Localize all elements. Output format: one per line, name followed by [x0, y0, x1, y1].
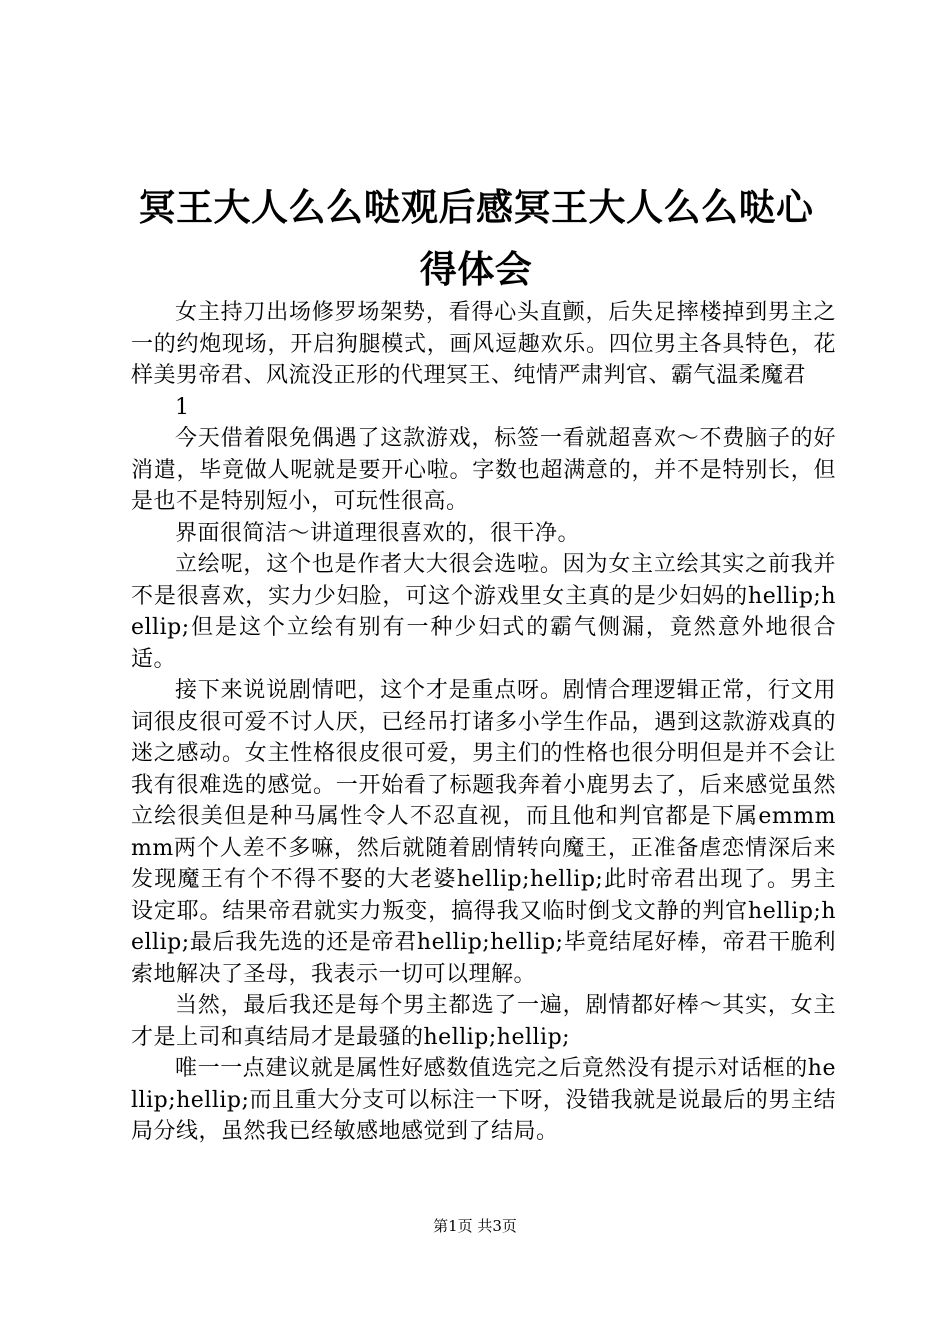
- paragraph-number: 1: [175, 394, 190, 420]
- paragraph-routes: 当然，最后我还是每个男主都选了一遍，剧情都好棒～其实，女主才是上司和真结局才是最骚的hellip;hellip;: [131, 993, 836, 1050]
- paragraph-artwork: 立绘呢，这个也是作者大大很会选啦。因为女主立绘其实之前我并不是很喜欢，实力少妇脸，可这个游戏里女主真的是少妇妈的hellip;hellip;但是这个立绘有别有一种少妇式的霸气侧漏，竟然意外地很合适。: [131, 552, 836, 672]
- document-body: [131, 297, 836, 1148]
- paragraph-intro: 女主持刀出场修罗场架势，看得心头直颤，后失足摔楼掉到男主之一的约炮现场，开启狗腿模式，画风逗趣欢乐。四位男主各具特色，花样美男帝君、风流没正形的代理冥王、纯情严肃判官、霸气温柔魔君: [131, 300, 836, 388]
- paragraph-plot: 接下来说说剧情吧，这个才是重点呀。剧情合理逻辑正常，行文用词很皮很可爱不讨人厌，已经吊打诸多小学生作品，遇到这款游戏真的迷之感动。女主性格很皮很可爱，男主们的性格也很分明但是并不会让我有很难选的感觉。一开始看了标题我奔着小鹿男去了，后来感觉虽然立绘很美但是种马属性令人不忍直视，而且他和判官都是下属emmmmm两个人差不多嘛，然后就随着剧情转向魔王，正准备虐恋情深后来发现魔王有个不得不娶的大老婆hellip;hellip;此时帝君出现了。男主设定耶。结果帝君就实力叛变，搞得我又临时倒戈文静的判官hellip;hellip;最后我先选的还是帝君hellip;hellip;毕竟结尾好棒，帝君干脆利索地解决了圣母，我表示一切可以理解。: [131, 678, 836, 987]
- document-title: 冥王大人么么哒观后感冥王大人么么哒心得体会: [138, 185, 814, 291]
- page-footer: 第1页 共3页: [433, 1217, 517, 1235]
- paragraph-suggestion: 唯一一点建议就是属性好感数值选完之后竟然没有提示对话框的hellip;hellip;而且重大分支可以标注一下呀，没错我就是说最后的男主结局分线，虽然我已经敏感地感觉到了结局。: [131, 1056, 836, 1144]
- paragraph-game-intro: 今天借着限免偶遇了这款游戏，标签一看就超喜欢～不费脑子的好消遣，毕竟做人呢就是要开心啦。字数也超满意的，并不是特别长，但是也不是特别短小，可玩性很高。: [131, 426, 836, 514]
- paragraph-interface: 界面很简洁～讲道理很喜欢的，很干净。: [175, 520, 581, 546]
